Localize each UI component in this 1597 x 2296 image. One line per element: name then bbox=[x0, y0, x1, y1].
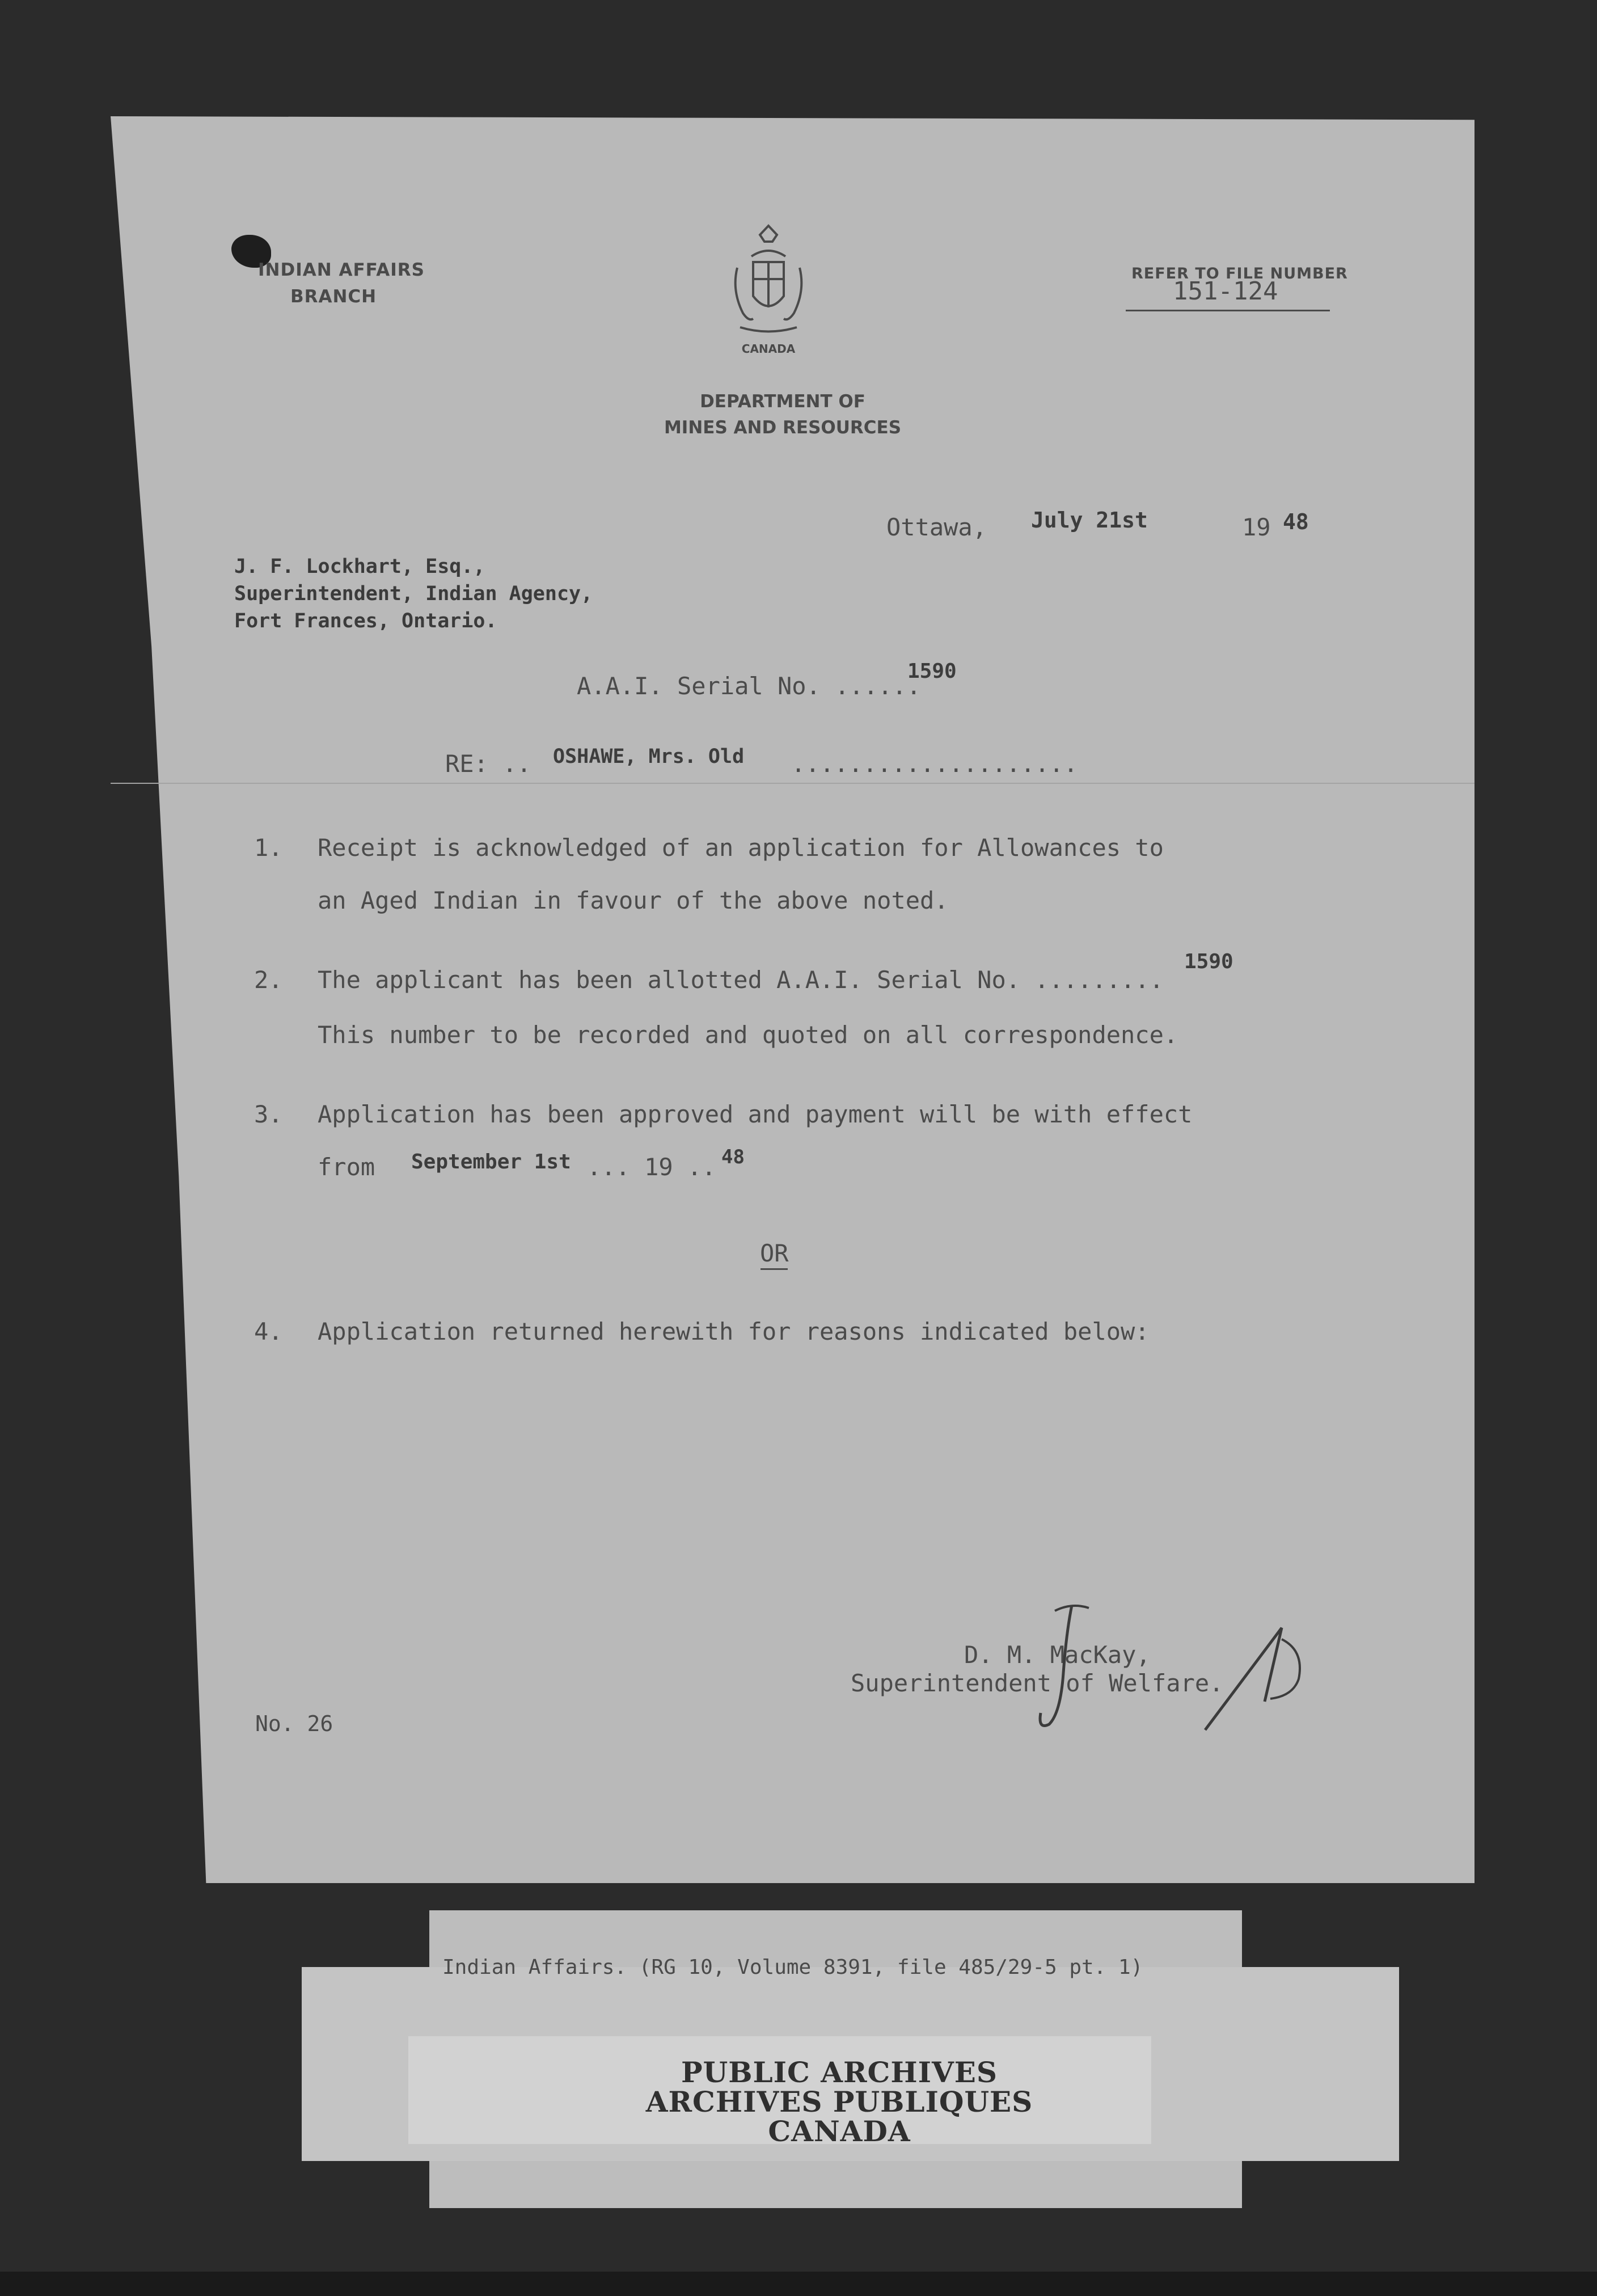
para-1-line-1: Receipt is acknowledged of an application for Allowances to bbox=[318, 834, 1164, 862]
dept-line-1: DEPARTMENT OF bbox=[700, 391, 865, 412]
para-3-year-prefix: ... 19 .. bbox=[587, 1153, 716, 1181]
serial-value: 1590 bbox=[907, 660, 957, 683]
stamp-line-3: CANADA bbox=[768, 2114, 911, 2148]
para-2-line-1: The applicant has been allotted A.A.I. Serial No. ......... bbox=[318, 966, 1164, 994]
file-number: 151-124 bbox=[1173, 277, 1278, 306]
file-number-label: REFER TO FILE NUMBER bbox=[1131, 265, 1348, 282]
para-3-line-1: Application has been approved and payment will be with effect bbox=[318, 1100, 1193, 1128]
addressee-line-1: J. F. Lockhart, Esq., bbox=[234, 555, 485, 578]
addressee-line-3: Fort Frances, Ontario. bbox=[234, 610, 497, 632]
archive-stamp bbox=[584, 2058, 1095, 2146]
file-number-underline bbox=[1126, 310, 1330, 311]
para-3-number: 3. bbox=[254, 1100, 283, 1128]
fold-line bbox=[111, 783, 1475, 784]
re-label: RE: .. bbox=[445, 750, 531, 778]
date-month-day: July 21st bbox=[1031, 508, 1148, 533]
stamp-line-2: ARCHIVES PUBLIQUES bbox=[645, 2085, 1033, 2118]
branch-line-1: INDIAN AFFAIRS bbox=[258, 260, 425, 280]
para-4-number: 4. bbox=[254, 1318, 283, 1345]
para-3-filled-date: September 1st bbox=[411, 1150, 571, 1174]
crest-caption: CANADA bbox=[741, 342, 796, 356]
para-3-from: from bbox=[318, 1153, 390, 1181]
stamp-line-1: PUBLIC ARCHIVES bbox=[681, 2056, 998, 2089]
signatory-name: D. M. MacKay, bbox=[964, 1641, 1151, 1669]
addressee-block bbox=[234, 553, 593, 635]
or-divider: OR bbox=[760, 1239, 789, 1267]
re-dots: .................... bbox=[791, 750, 1078, 778]
handwritten-initials-icon bbox=[1197, 1617, 1321, 1741]
archive-reference: Indian Affairs. (RG 10, Volume 8391, file 485/29-5 pt. 1) bbox=[442, 1956, 1143, 1979]
para-4-line-1: Application returned herewith for reasons indicated below: bbox=[318, 1318, 1150, 1345]
para-2-filled-serial: 1590 bbox=[1184, 950, 1233, 973]
branch-line-2: BRANCH bbox=[290, 286, 377, 307]
dept-line-2: MINES AND RESOURCES bbox=[664, 417, 902, 438]
para-1-number: 1. bbox=[254, 834, 283, 862]
or-underline bbox=[761, 1268, 788, 1270]
addressee-line-2: Superintendent, Indian Agency, bbox=[234, 583, 593, 605]
para-2-line-2: This number to be recorded and quoted on all correspondence. bbox=[318, 1021, 1178, 1049]
canada-crest-icon bbox=[726, 222, 811, 358]
date-place: Ottawa, bbox=[886, 513, 987, 541]
department-name bbox=[641, 389, 924, 441]
date-year-suffix: 48 bbox=[1283, 509, 1309, 534]
signatory-title: Superintendent of Welfare. bbox=[851, 1669, 1224, 1697]
re-value: OSHAWE, Mrs. Old bbox=[553, 745, 745, 768]
para-2-number: 2. bbox=[254, 966, 283, 994]
date-year-prefix: 19 bbox=[1242, 513, 1271, 541]
film-bottom-strip bbox=[0, 2272, 1597, 2296]
para-1-line-2: an Aged Indian in favour of the above noted. bbox=[318, 887, 949, 914]
form-number: No. 26 bbox=[255, 1711, 333, 1736]
para-3-filled-year: 48 bbox=[721, 1146, 745, 1168]
serial-label: A.A.I. Serial No. ...... bbox=[577, 672, 921, 700]
handwritten-initial-j-icon bbox=[1032, 1599, 1095, 1736]
